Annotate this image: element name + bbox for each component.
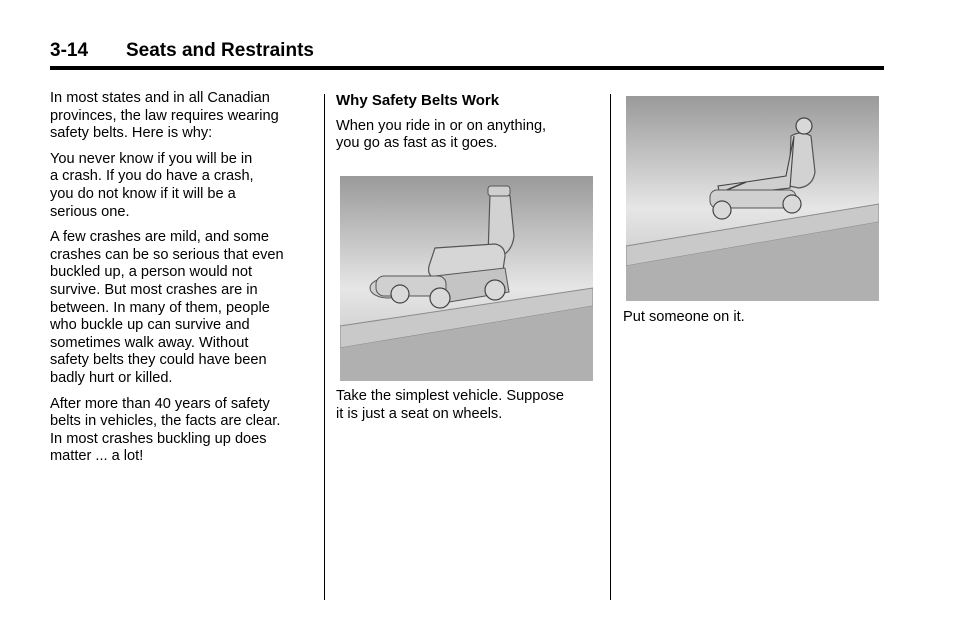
subsection-heading: Why Safety Belts Work [336,92,500,109]
paragraph: After more than 40 years of safety belts in vehicles, the facts are clear. In most crashes buckling up does matter ... a lot! [50,395,281,465]
figure-caption: Take the simplest vehicle. Suppose it is just a seat on wheels. [336,388,564,422]
column-divider [324,94,325,600]
paragraph: In most states and in all Canadian provinces, the law requires wearing safety belts. Here is why: [50,90,279,142]
page-number: 3-14 [50,40,89,61]
person-on-seat-illustration [626,96,879,301]
column-2 [336,90,598,161]
column-1 [50,90,315,474]
paragraph: You never know if you will be in a crash. If you do have a crash, you do not know if it will be a serious one. [50,150,254,220]
page-header [50,38,884,70]
section-title: Seats and Restraints [126,40,314,61]
paragraph: When you ride in or on anything, you go as fast as it goes. [336,117,547,152]
column-divider [610,94,611,600]
seat-on-wheels-illustration [340,176,593,381]
paragraph: A few crashes are mild, and some crashes can be so serious that even buckled up, a person would not survive. But most crashes are in between. In many of them, people who buckle up can survive and sometimes walk away. Without safety belts they could have been badly hurt or killed. [50,229,284,386]
figure-caption: Put someone on it. [623,309,745,325]
